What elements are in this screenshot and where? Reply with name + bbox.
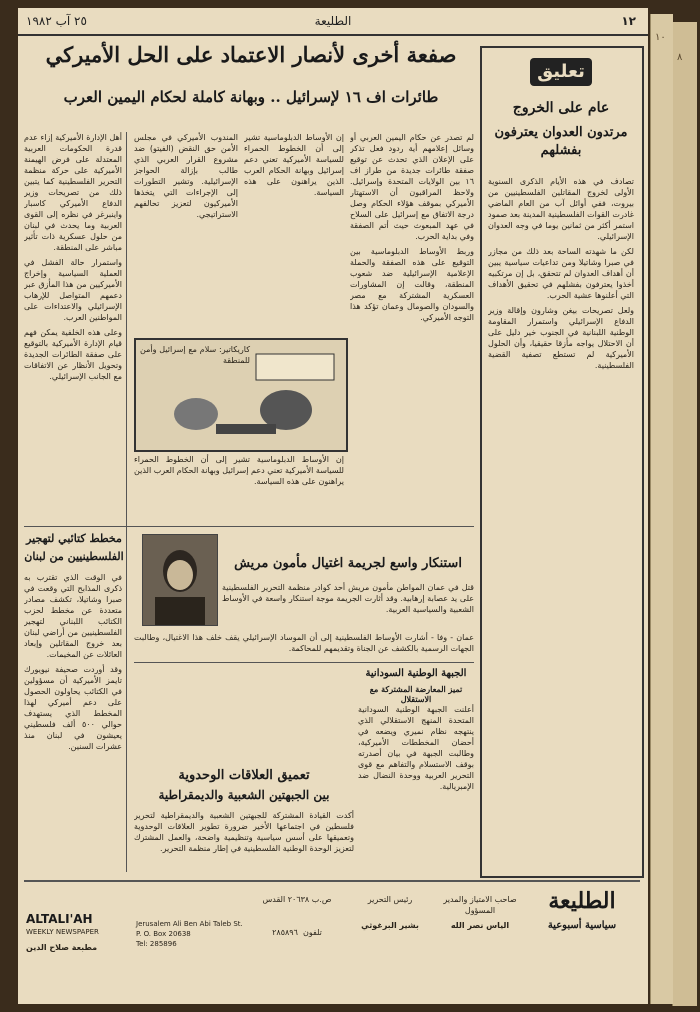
cartoon (134, 338, 348, 452)
paragraph: أعلنت الجبهة الوطنية السودانية المتحدة المنهج الاستقلالي الذي ينتهجه نظام نميري ويضعه في أحضان المخططات الأميركية، وطالبت الجبهة في بيان أصدرته بوقف الاستسلام والتفاهم مع قوى التحرير العربية ووحدة النضال ضد الإمبريالية. (358, 705, 474, 791)
footer-logo-tagline: سياسية أسبوعية (547, 920, 617, 931)
footer-rule (24, 880, 640, 882)
portrait-photo (142, 534, 218, 626)
portrait-image (143, 535, 217, 625)
main-subheadline: طائرات اف ١٦ لإسرائيل .. وبهانة كاملة لحكام اليمين العرب (63, 88, 439, 106)
relations-subheadline: بين الجبهتين الشعبية والديمقراطية (158, 788, 330, 802)
paragraph: لم تصدر عن حكام اليمين العربي أو وسائل إعلامهم أية ردود فعل تذكر على الإعلان الذي تحدث عن توقيع صفقة طائرات جديدة من طراز اف ١٦ بين الولايات المتحدة وإسرائيل. ولاحظ المراقبون أن الاستهتار الأميركي بموقف هؤلاء الحكام وصل درجة الاتفاق مع إسرائيل على السلاح في عهد المبعوث حيث أتم الصفقة وفي بداية الحرب. (350, 133, 474, 241)
paragraph: في الوقت الذي تقترب به ذكرى المذابح التي وقعت في صبرا وشاتيلا، تكشف مصادر متعددة عن مخطط لحزب الكتائب اللبناني لتهجير الفلسطينيين من أراضي لبنان بعد خروج المقاتلين وإبعاد العائلات عن المخيمات. (24, 573, 122, 659)
po-box-ar: ص.ب ٢٠٦٣٨ القدس (262, 895, 332, 904)
footer-logo: الطليعة (548, 888, 616, 914)
underlying-page-edge (672, 22, 697, 1006)
letters-headline: مخطط كتائبي لتهجير (26, 532, 122, 545)
paragraph: واستمرار حالة الفشل في العملية السياسية وإخراج الأميركيين من هذا المأزق عبر دعمهم المتواصل للإرهاب الإسرائيلي والاعتداءات على المواطنين العرب. (24, 258, 122, 322)
main-headline: صفعة أخرى لأنصار الاعتماد على الحل الأميركي (45, 42, 457, 67)
paragraph: إن الأوساط الدبلوماسية تشير إلى أن الخطوط الحمراء للسياسة الأميركية تعني دعم إسرائيل وبهانة الحكام العرب الذين يراهنون على هذه السياسة. (244, 133, 344, 197)
commentary-logo: تعليق (530, 58, 592, 86)
phone-line (252, 920, 342, 939)
cartoon-caption: كاريكاتير: سلام مع إسرائيل وأمن للمنطقة (140, 345, 250, 365)
relations-headline: تعميق العلاقات الوحدوية (178, 768, 310, 783)
issue-date: ٢٥ آب ١٩٨٢ (26, 14, 87, 28)
main-story-column (134, 454, 344, 524)
paragraph: المندوب الأميركي في مجلس الأمن حق النقض (الفيتو) ضد مشروع القرار العربي الذي طالب بإزالة الحواجز الإسرائيلية. وتشير التطورات إلى الإجراءات التي يتخذها الأميركيون لتعزيز تحالفهم الاستراتيجي. (134, 133, 238, 219)
front-headline: الجبهة الوطنية السودانية (365, 668, 467, 679)
phone-label: تلفون (302, 928, 322, 937)
cartoon-figure (174, 398, 218, 430)
tel-en: Tel: 285896 (136, 940, 177, 948)
underlying-page-edge (650, 14, 673, 1004)
paragraph: وقد أوردت صحيفة نيويورك تايمز الأميركية أن مسؤولين في الكتائب يحاولون الحصول على دعم أميركي لهذا المخطط الذي يستهدف حوالي ٥٠٠ ألف فلسطيني يعيشون في لبنان منذ عشرات السنين. (24, 665, 122, 751)
assassination-body (222, 582, 474, 626)
paragraph: لكن ما شهدته الساحة بعد ذلك من مجازر في صبرا وشاتيلا ومن تداعيات سياسية يبين أن أهداف العدوان لم تتحقق، بل إن مرتكبيه أخذوا يعترفون بفشلهم في تحقيق الأهداف التي أعلنوها عشية الحرب. (488, 247, 634, 300)
page-header (18, 8, 648, 36)
relations-body (134, 810, 354, 872)
edge-page-number: ١٠ (655, 32, 666, 43)
edge-page-number: ٨ (677, 52, 683, 63)
front-body (358, 704, 474, 872)
paper-name: الطليعة (314, 14, 352, 28)
owner-title: صاحب الامتياز والمدير المسؤول (443, 895, 517, 915)
assassination-headline: استنكار واسع لجريمة اغتيال مأمون مريش (234, 556, 462, 571)
english-tagline: WEEKLY NEWSPAPER (26, 928, 99, 936)
speech-bubble (256, 354, 334, 380)
paragraph: ولعل تصريحات بيغن وشارون وإقالة وزير الدفاع الإسرائيلي واستمرار المقاومة الوطنية اللبنانية في الجنوب خير دليل على أن الاحتلال يواجه مأزقا حقيقيا، وأن الحلول الأميركية لم تستطع تصفية القضية الفلسطينية. (488, 306, 634, 370)
left-column (24, 132, 122, 524)
paragraph: وربط الأوساط الدبلوماسية بين التوقيع على هذه الصفقة والحملة الإعلامية الإسرائيلية ضد شعوب المنطقة، وقالت إن المشاورات العسكرية المشتركة مع مصر والسودان والصومال وعمان تؤكد هذا التوجه الأميركي. (350, 247, 474, 322)
column-rule (126, 132, 127, 872)
cartoon-prop (216, 424, 276, 434)
commentary-body (488, 176, 634, 866)
letters-subheadline: الفلسطينيين من لبنان (24, 550, 124, 563)
letters-body (24, 572, 122, 872)
paragraph: قتل في عمان المواطن مأمون مريش أحد كوادر منظمة التحرير الفلسطينية على يد عصابة إرهابية. وقد أثارت الجريمة موجة استنكار واسعة في الأوساط الشعبية والسياسية العربية. (222, 583, 474, 614)
page-number: ١٢ (621, 14, 636, 28)
commentary-subheadline: مرتدون العدوان يعترفون بفشلهم (494, 125, 628, 158)
owner-name: الياس نصر الله (450, 921, 510, 930)
paragraph: أهل الإدارة الأميركية إزاء عدم قدرة الحكومات العربية المعتدلة على فرض الهيمنة الأميركية على حركة منظمة التحرير الفلسطينية كما يتبين ذلك من تصريحات وزير الدفاع الأميركي كاسبار واينبرغر في نظره إلى القوى العربية وما يحدث في لبنان من حلول عسكرية ذات تأثير مباشر على المنطقة. (24, 133, 122, 252)
paragraph: تصادف في هذه الأيام الذكرى السنوية الأولى لخروج المقاتلين الفلسطينيين من بيروت، ففي أوائل آب من العام الماضي غادرت القوات الفلسطينية المدينة بعد صمود استمر أكثر من ثمانين يوما في وجه العدوان الإسرائيلي. (488, 177, 634, 241)
paragraph: وعلى هذه الخلفية يمكن فهم قيام الإدارة الأميركية بالتوقيع على صفقة الطائرات الجديدة وتحويل الأنظار عن الاتفاقات مع الجانب الإسرائيلي. (24, 328, 122, 381)
editor-name: بشير البرغوثي (361, 921, 419, 930)
main-story-column (134, 132, 238, 332)
address-en: Jerusalem Ali Ben Abi Taleb St. (136, 920, 243, 928)
front-subheadline: تميز المعارضة المشتركة مع الاستقلال (369, 684, 463, 704)
printer: مطبعة صلاح الدين (26, 943, 98, 952)
newspaper-page (18, 8, 648, 1004)
english-name: ALTALI'AH (26, 912, 93, 926)
main-story-column (244, 132, 344, 332)
main-story-column (350, 132, 474, 524)
pobox-en: P. O. Box 20638 (136, 930, 191, 938)
commentary-box (480, 46, 644, 878)
paragraph: إن الأوساط الدبلوماسية تشير إلى أن الخطوط الحمراء للسياسة الأميركية تعني دعم إسرائيل وبهانة الحكام العرب الذين يراهنون على هذه السياسة. (134, 455, 344, 486)
commentary-headline: عام على الخروج (512, 100, 610, 116)
phone-number: ٢٨٥٨٩٦ (272, 928, 298, 937)
assassination-body (134, 632, 474, 660)
section-divider (134, 662, 474, 663)
paragraph: أكدت القيادة المشتركة للجبهتين الشعبية والديمقراطية لتحرير فلسطين في اجتماعها الأخير ضرورة تطوير العلاقات الوحدوية وتعميقها على أسس سياسية وتنظيمية واضحة، والعمل المشترك لتعزيز الوحدة الوطنية الفلسطينية في إطار منظمة التحرير. (134, 811, 354, 853)
editor-title: رئيس التحرير (367, 895, 413, 904)
paragraph: عمان - وفا - أشارت الأوساط الفلسطينية إلى أن الموساد الإسرائيلي يقف خلف هذا الاغتيال، وطالبت الجهات الرسمية بالكشف عن الجناة وتقديمهم للمحاكمة. (134, 633, 474, 653)
section-divider (24, 526, 474, 527)
